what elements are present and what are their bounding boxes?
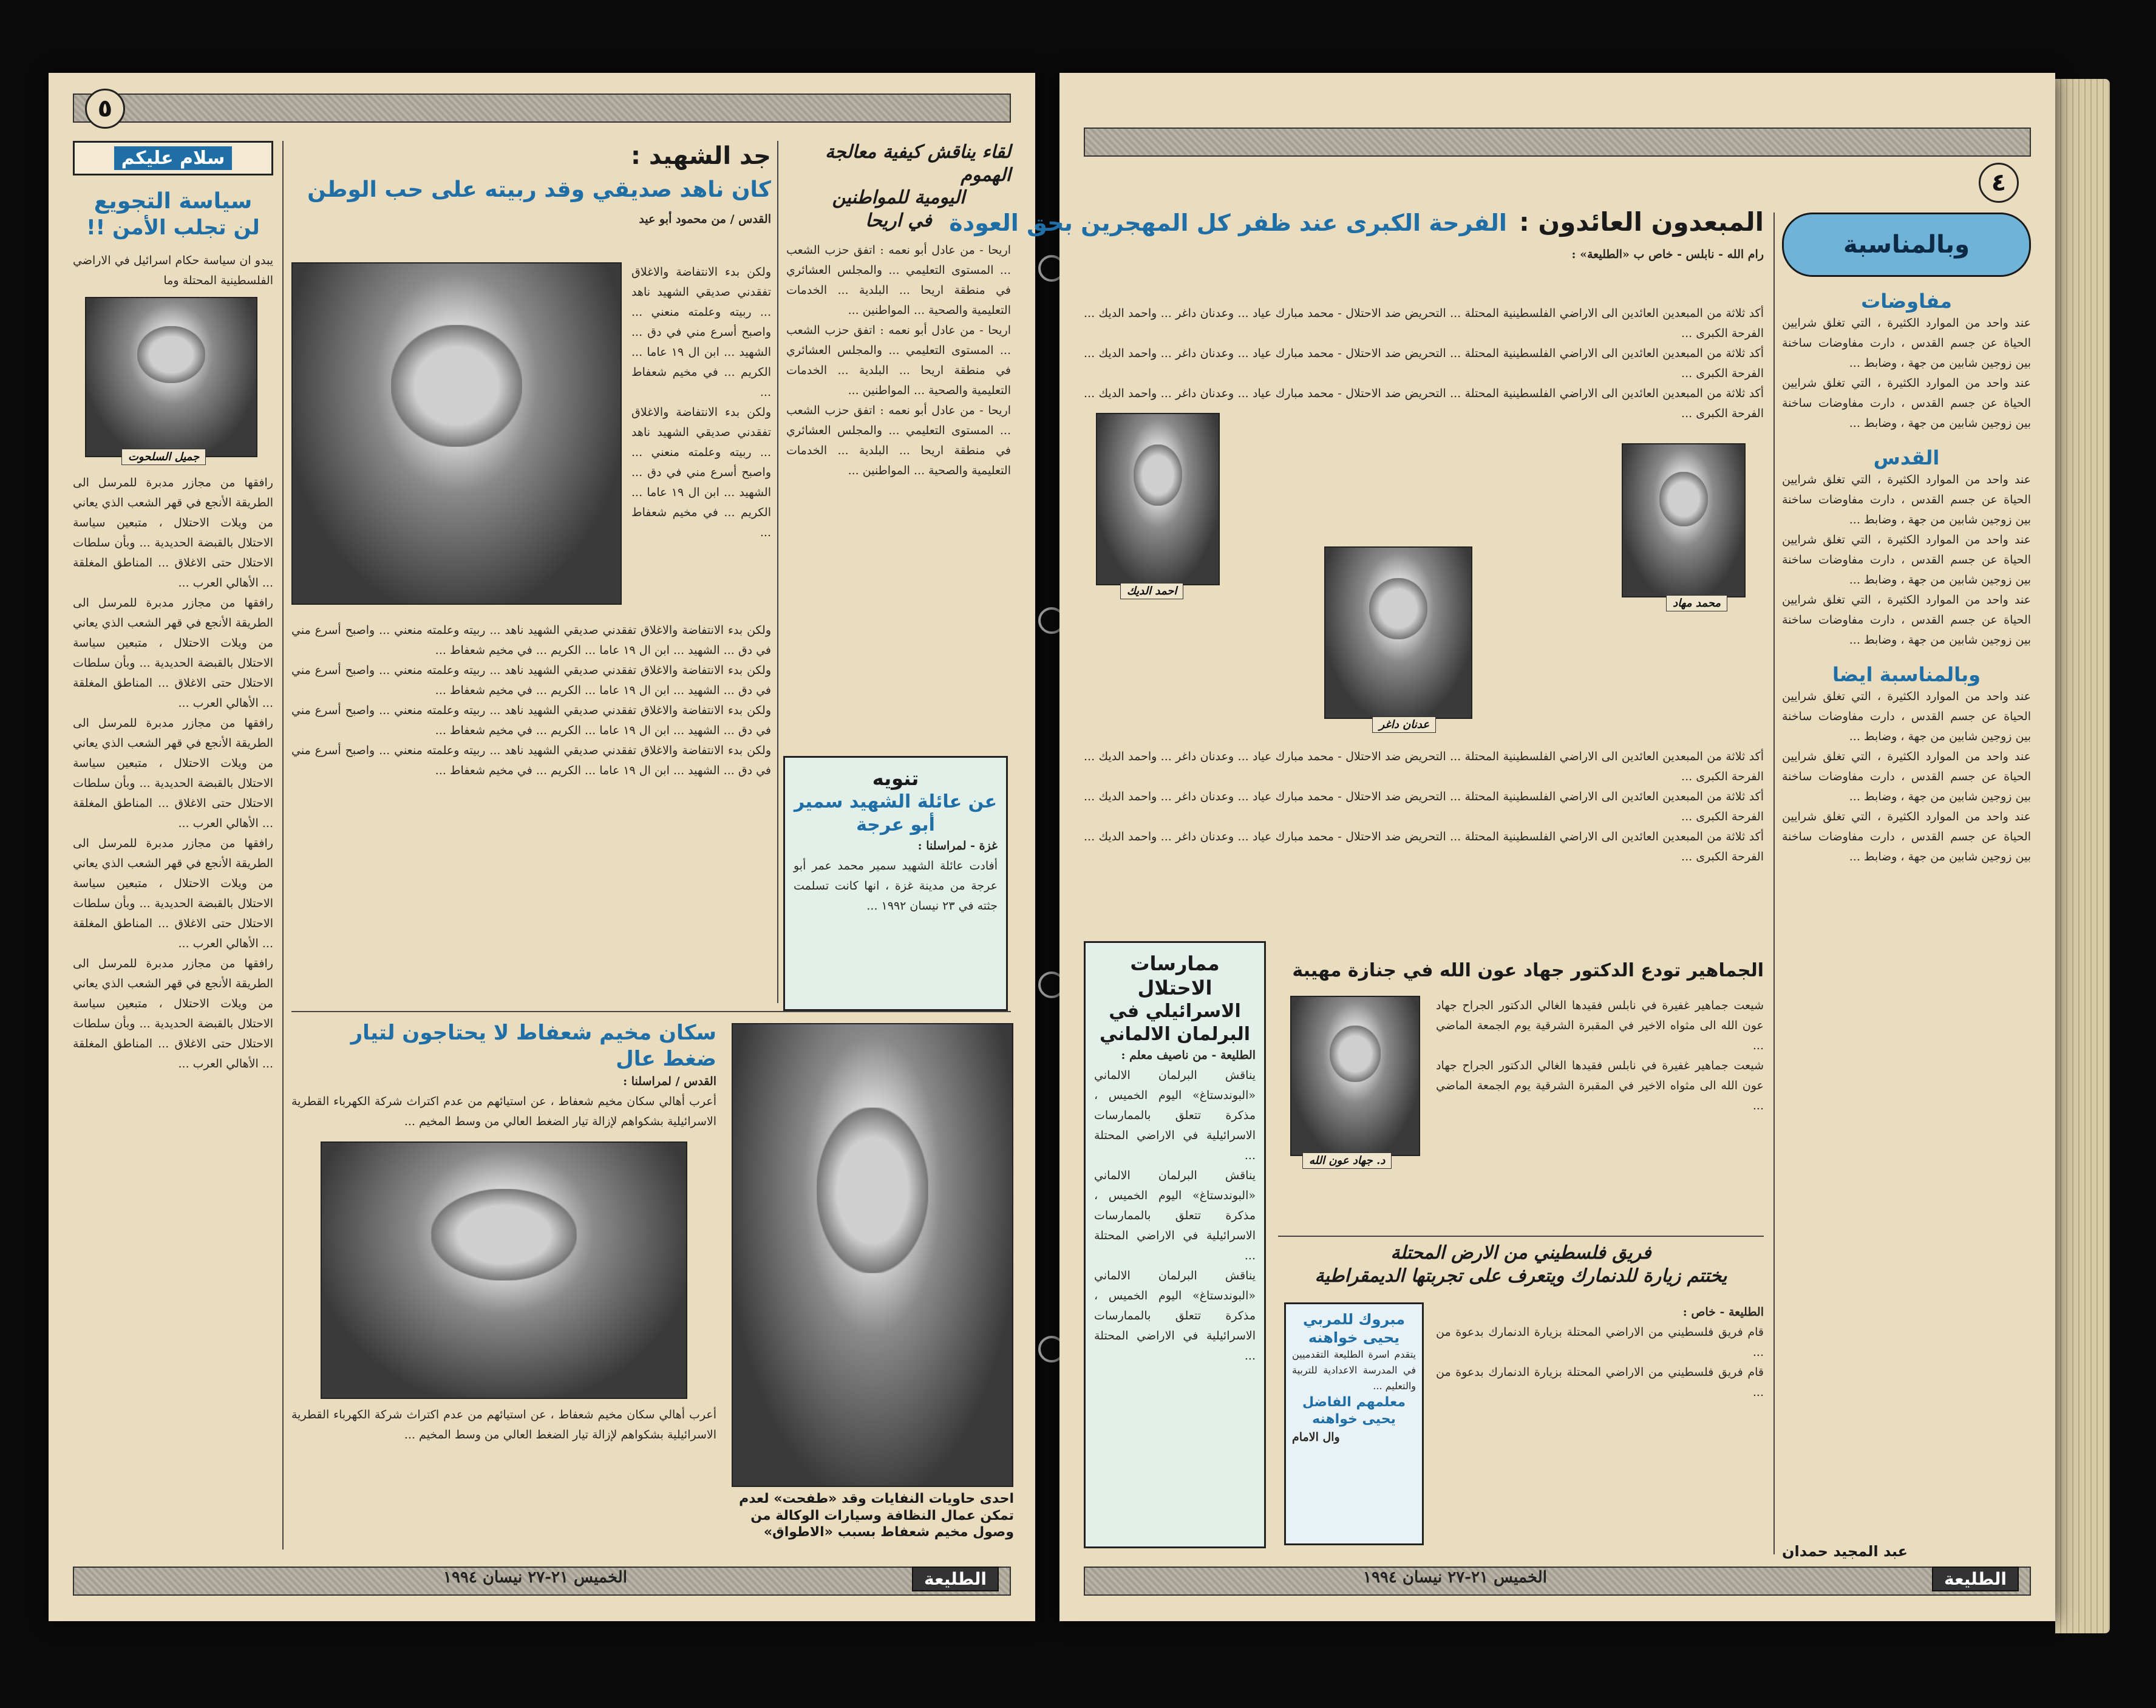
shuafat-dateline: القدس / لمراسلنا : [623, 1075, 716, 1088]
header-bar [73, 94, 1011, 123]
shuafat-article [291, 1020, 716, 1554]
salam-body-continued: رافقها من مجازر مدبرة للمرسل الى الطريقة الأنجع في قهر الشعب الذي يعاني من ويلات الاحتلال ، متبعين سياسة الاحتلال بالقبضة الحديدية ... وبأن سلطات الاحتلال حتى الاغلاق ... المناطق المغلقة ... الأهالي العرب ... [73, 956, 273, 1070]
martyr-article [291, 141, 771, 1003]
page-stack-edges [2055, 79, 2110, 1633]
martyr-body-lower-text: ولكن بدء الانتفاضة والاغلاق تفقدني صديقي الشهيد ناهد ... ربيته وعلمته منعني ... واصبح أسرع مني في دق ... الشهيد ... ابن ال ١٩ عاما ... الكريم ... في مخيم شعفاط ... [291, 664, 771, 697]
header-bar [1084, 128, 2031, 157]
returnees-photo-1 [1622, 443, 1746, 597]
shuafat-body-continued: أعرب أهالي سكان مخيم شعفاط ، عن استيائهم من عدم اكتراث شركة الكهرباء القطرية الاسرائيلية بشكواهم لإزالة تيار الضغط العالي من وسط المخيم ... [291, 1408, 716, 1441]
team-headline-2: يختتم زيارة للدنمارك ويتعرف على تجربتها الديمقراطية [1314, 1265, 1727, 1287]
trash-caption: احدى حاويات النفايات وقد «طفحت» لعدم تمكن عمال النظافة وسيارات الوكالة من وصول مخيم شعفاط بسبب «الاطواق» [739, 1491, 1014, 1540]
team-body-wrap [1436, 1302, 1764, 1403]
returnees-body-lower [1084, 747, 1764, 867]
occasion-body-continued: عند واحد من الموارد الكثيرة ، التي تغلق شرايين الحياة عن جسم القدس ، دارت مفاوضات ساخنة بين زوجين شابين من جهة ، وضابط ... [1782, 690, 2031, 743]
returnees-body [1084, 304, 1764, 424]
left-page [49, 73, 1035, 1621]
salam-body-continued: رافقها من مجازر مدبرة للمرسل الى الطريقة الأنجع في قهر الشعب الذي يعاني من ويلات الاحتلال ، متبعين سياسة الاحتلال بالقبضة الحديدية ... وبأن سلطات الاحتلال حتى الاغلاق ... المناطق المغلقة ... الأهالي العرب ... [73, 716, 273, 830]
congrats-title-2: يحيى خواهنه [1308, 1329, 1400, 1346]
column-rule [1773, 213, 1775, 1554]
condolence-title: تنويه [872, 767, 919, 790]
returnees-headline: الفرحة الكبرى عند ظفر كل المهجرين بحق العودة [949, 209, 1507, 236]
occasion-body-continued: عند واحد من الموارد الكثيرة ، التي تغلق شرايين الحياة عن جسم القدس ، دارت مفاوضات ساخنة بين زوجين شابين من جهة ، وضابط ... [1782, 593, 2031, 647]
returnees-body-text: أكد ثلاثة من المبعدين العائدين الى الاراضي الفلسطينية المحتلة ... التحريض ضد الاحتلال - محمد مبارك عياد ... وعدنان داغر ... واحمد الديك ... الفرحة الكبرى ... [1084, 750, 1764, 783]
martyr-photo [291, 262, 622, 605]
salam-photo-caption: جميل السلحوت [121, 449, 206, 465]
salam-body-continued: رافقها من مجازر مدبرة للمرسل الى الطريقة الأنجع في قهر الشعب الذي يعاني من ويلات الاحتلال ، متبعين سياسة الاحتلال بالقبضة الحديدية ... وبأن سلطات الاحتلال حتى الاغلاق ... المناطق المغلقة ... الأهالي العرب ... [73, 596, 273, 710]
section-rule [1278, 1236, 1764, 1237]
occasion-subhead-3: وبالمناسبة ايضا [1832, 663, 1981, 686]
team-headline-1: فريق فلسطيني من الارض المحتلة [1390, 1242, 1651, 1264]
martyr-body-lower [291, 621, 771, 781]
occasion-body-continued: عند واحد من الموارد الكثيرة ، التي تغلق شرايين الحياة عن جسم القدس ، دارت مفاوضات ساخنة بين زوجين شابين من جهة ، وضابط ... [1782, 810, 2031, 863]
practices-body: يناقش البرلمان الالماني «البوندستاغ» اليوم الخميس ، مذكرة تتعلق بالممارسات الاسرائيلية في الاراضي المحتلة ... [1094, 1069, 1256, 1162]
page-number: ٥ [85, 89, 125, 129]
funeral-headline: الجماهير تودع الدكتور جهاد عون الله في جنازة مهيبة [1292, 960, 1764, 981]
congrats-name-2: يحيى خواهنه [1312, 1411, 1396, 1427]
returnees-body-text: أكد ثلاثة من المبعدين العائدين الى الاراضي الفلسطينية المحتلة ... التحريض ضد الاحتلال - محمد مبارك عياد ... وعدنان داغر ... واحمد الديك ... الفرحة الكبرى ... [1084, 347, 1764, 380]
condolence-dateline: غزة - لمراسلنا : [917, 839, 998, 852]
occasion-banner [1782, 213, 2031, 277]
congrats-title-1: مبروك للمربي [1303, 1311, 1405, 1328]
practices-headline-3: الاسرائيلي في [1109, 1001, 1241, 1022]
salam-body-continued: رافقها من مجازر مدبرة للمرسل الى الطريقة الأنجع في قهر الشعب الذي يعاني من ويلات الاحتلال ، متبعين سياسة الاحتلال بالقبضة الحديدية ... وبأن سلطات الاحتلال حتى الاغلاق ... المناطق المغلقة ... الأهالي العرب ... [73, 836, 273, 950]
shuafat-photo [321, 1142, 687, 1399]
salam-photo [85, 297, 257, 457]
salam-headline-2: لن تجلب الأمن !! [86, 216, 260, 240]
martyr-body: ولكن بدء الانتفاضة والاغلاق تفقدني صديقي الشهيد ناهد ... ربيته وعلمته منعني ... واصبح أسرع مني في دق ... الشهيد ... ابن ال ١٩ عاما ... الكريم ... في مخيم شعفاط ... [631, 265, 771, 399]
salam-label-box [73, 141, 273, 175]
occasion-subhead-1: مفاوضات [1861, 290, 1952, 313]
returnees-body-text: أكد ثلاثة من المبعدين العائدين الى الاراضي الفلسطينية المحتلة ... التحريض ضد الاحتلال - محمد مبارك عياد ... وعدنان داغر ... واحمد الديك ... الفرحة الكبرى ... [1084, 830, 1764, 863]
occasion-body-continued: عند واحد من الموارد الكثيرة ، التي تغلق شرايين الحياة عن جسم القدس ، دارت مفاوضات ساخنة بين زوجين شابين من جهة ، وضابط ... [1782, 750, 2031, 803]
returnees-photo-caption-3: احمد الديك [1120, 583, 1183, 599]
martyr-kicker: جد الشهيد : [630, 142, 771, 170]
footer-bar [1084, 1567, 2031, 1596]
condolence-body: أفادت عائلة الشهيد سمير محمد عمر أبو عرجة من مدينة غزة ، انها كانت تسلمت جثته في ٢٣ نيسان ١٩٩٢ ... [794, 859, 998, 913]
occasion-body-continued: عند واحد من الموارد الكثيرة ، التي تغلق شرايين الحياة عن جسم القدس ، دارت مفاوضات ساخنة بين زوجين شابين من جهة ، وضابط ... [1782, 473, 2031, 526]
footer-brand: الطليعة [912, 1567, 999, 1591]
martyr-dateline: القدس / من محمود أبو عيد [639, 213, 771, 226]
occasion-banner-text: وبالمناسبة [1843, 231, 1970, 259]
congrats-signature: وال الامام [1292, 1431, 1340, 1444]
occasion-body: عند واحد من الموارد الكثيرة ، التي تغلق شرايين الحياة عن جسم القدس ، دارت مفاوضات ساخنة بين زوجين شابين من جهة ، وضابط ... [1782, 316, 2031, 370]
returnees-body-text: أكد ثلاثة من المبعدين العائدين الى الاراضي الفلسطينية المحتلة ... التحريض ضد الاحتلال - محمد مبارك عياد ... وعدنان داغر ... واحمد الديك ... الفرحة الكبرى ... [1084, 790, 1764, 823]
returnees-body-text: أكد ثلاثة من المبعدين العائدين الى الاراضي الفلسطينية المحتلة ... التحريض ضد الاحتلال - محمد مبارك عياد ... وعدنان داغر ... واحمد الديك ... الفرحة الكبرى ... [1084, 307, 1764, 340]
funeral-body-wrap [1436, 996, 1764, 1116]
occasion-subhead-2: القدس [1873, 446, 1940, 469]
congrats-box [1284, 1302, 1424, 1545]
occasion-body-continued: عند واحد من الموارد الكثيرة ، التي تغلق شرايين الحياة عن جسم القدس ، دارت مفاوضات ساخنة بين زوجين شابين من جهة ، وضابط ... [1782, 376, 2031, 430]
meeting-headline-2: اليومية للمواطنين [832, 187, 965, 208]
shuafat-body: أعرب أهالي سكان مخيم شعفاط ، عن استيائهم من عدم اكتراث شركة الكهرباء القطرية الاسرائيلية بشكواهم لإزالة تيار الضغط العالي من وسط المخيم ... [291, 1095, 716, 1128]
column-rule [777, 141, 778, 1003]
congrats-body: يتقدم اسرة الطليعة التقدميين في المدرسة الاعدادية للتربية والتعليم ... [1292, 1349, 1416, 1392]
trash-photo [732, 1023, 1013, 1487]
occasion-signature: عبد المجيد حمدان [1782, 1543, 1908, 1560]
condolence-headline: عن عائلة الشهيد سمير أبو عرجة [794, 791, 998, 835]
team-dateline: الطليعة - خاص : [1682, 1305, 1764, 1319]
congrats-name-1: معلمهم الفاضل [1302, 1395, 1406, 1410]
footer-date: الخميس ٢١-٢٧ نيسان ١٩٩٤ [1363, 1568, 1547, 1587]
practices-body-continued: يناقش البرلمان الالماني «البوندستاغ» اليوم الخميس ، مذكرة تتعلق بالممارسات الاسرائيلية في الاراضي المحتلة ... [1094, 1169, 1256, 1262]
practices-headline-4: البرلمان الالماني [1099, 1023, 1251, 1045]
martyr-body-lower-text: ولكن بدء الانتفاضة والاغلاق تفقدني صديقي الشهيد ناهد ... ربيته وعلمته منعني ... واصبح أسرع مني في دق ... الشهيد ... ابن ال ١٩ عاما ... الكريم ... في مخيم شعفاط ... [291, 744, 771, 777]
condolence-box [783, 756, 1008, 1011]
salam-photo-wrap [73, 297, 273, 473]
team-body: قام فريق فلسطيني من الاراضي المحتلة بزيارة الدنمارك بدعوة من ... [1436, 1325, 1764, 1359]
martyr-headline: كان ناهد صديقي وقد ربيته على حب الوطن [307, 177, 771, 202]
team-body-continued: قام فريق فلسطيني من الاراضي المحتلة بزيارة الدنمارك بدعوة من ... [1436, 1366, 1764, 1399]
footer-date: الخميس ٢١-٢٧ نيسان ١٩٩٤ [443, 1568, 627, 1587]
salam-lead: يبدو ان سياسة حكام اسرائيل في الاراضي الفلسطينية المحتلة وما [73, 253, 273, 287]
returnees-photo-caption-1: محمد مهاد [1666, 595, 1727, 611]
funeral-body: شيعت جماهير غفيرة في نابلس فقيدها الغالي الدكتور الجراح جهاد عون الله الى مثواه الاخير في المقبرة الشرقية يوم الجمعة الماضي ... [1436, 999, 1764, 1052]
returnees-dateline: رام الله - نابلس - خاص ب «الطليعة» : [1571, 247, 1764, 261]
martyr-body-continued: ولكن بدء الانتفاضة والاغلاق تفقدني صديقي الشهيد ناهد ... ربيته وعلمته منعني ... واصبح أسرع مني في دق ... الشهيد ... ابن ال ١٩ عاما ... الكريم ... في مخيم شعفاط ... [631, 406, 771, 539]
meeting-body: اريحا - من عادل أبو نعمه : اتفق حزب الشعب ... المستوى التعليمي ... والمجلس العشائري في منطقة اريحا ... البلدية ... الخدمات التعليمية والصحية ... المواطنين ... [786, 243, 1011, 317]
practices-body-continued: يناقش البرلمان الالماني «البوندستاغ» اليوم الخميس ، مذكرة تتعلق بالممارسات الاسرائيلية في الاراضي المحتلة ... [1094, 1269, 1256, 1363]
occasion-column [1782, 213, 2031, 1560]
occasion-body-continued: عند واحد من الموارد الكثيرة ، التي تغلق شرايين الحياة عن جسم القدس ، دارت مفاوضات ساخنة بين زوجين شابين من جهة ، وضابط ... [1782, 533, 2031, 587]
salam-headline-1: سياسة التجويع [94, 189, 253, 214]
team-article [1278, 1242, 1764, 1557]
practices-dateline: الطليعة - من ناصيف معلم : [1121, 1049, 1256, 1062]
column-rule [282, 141, 284, 1550]
section-rule [291, 1011, 1011, 1012]
salam-label: سلام عليكم [114, 146, 233, 170]
funeral-body-continued: شيعت جماهير غفيرة في نابلس فقيدها الغالي الدكتور الجراح جهاد عون الله الى مثواه الاخير في المقبرة الشرقية يوم الجمعة الماضي ... [1436, 1059, 1764, 1112]
martyr-body-lower-text: ولكن بدء الانتفاضة والاغلاق تفقدني صديقي الشهيد ناهد ... ربيته وعلمته منعني ... واصبح أسرع مني في دق ... الشهيد ... ابن ال ١٩ عاما ... الكريم ... في مخيم شعفاط ... [291, 624, 771, 657]
returnees-kicker: المبعدون العائدون : [1518, 207, 1764, 237]
meeting-headline-1: لقاء يناقش كيفية معالجة الهموم [825, 141, 1011, 186]
shuafat-headline: سكان مخيم شعفاط لا يحتاجون لتيار ضغط عال [350, 1021, 716, 1071]
footer-brand: الطليعة [1932, 1567, 2019, 1591]
martyr-body-lower-text: ولكن بدء الانتفاضة والاغلاق تفقدني صديقي الشهيد ناهد ... ربيته وعلمته منعني ... واصبح أسرع مني في دق ... الشهيد ... ابن ال ١٩ عاما ... الكريم ... في مخيم شعفاط ... [291, 704, 771, 737]
returnees-body-text: أكد ثلاثة من المبعدين العائدين الى الاراضي الفلسطينية المحتلة ... التحريض ضد الاحتلال - محمد مبارك عياد ... وعدنان داغر ... واحمد الديك ... الفرحة الكبرى ... [1084, 387, 1764, 420]
salam-column [73, 141, 273, 1562]
practices-box [1084, 941, 1266, 1548]
salam-body: رافقها من مجازر مدبرة للمرسل الى الطريقة الأنجع في قهر الشعب الذي يعاني من ويلات الاحتلال ، متبعين سياسة الاحتلال بالقبضة الحديدية ... وبأن سلطات الاحتلال حتى الاغلاق ... المناطق المغلقة ... الأهالي العرب ... [73, 475, 273, 590]
funeral-photo-caption: د. جهاد عون الله [1302, 1152, 1392, 1169]
page-number: ٤ [1979, 163, 2019, 203]
practices-headline-1: ممارسات [1130, 952, 1220, 975]
meeting-headline-3: في اريحا [865, 209, 932, 231]
meeting-body-continued: اريحا - من عادل أبو نعمه : اتفق حزب الشعب ... المستوى التعليمي ... والمجلس العشائري في منطقة اريحا ... البلدية ... الخدمات التعليمية والصحية ... المواطنين ... [786, 404, 1011, 477]
funeral-article [1278, 959, 1764, 1239]
returnees-photo-3 [1096, 413, 1220, 585]
returnees-photo-2 [1324, 546, 1472, 719]
practices-headline-2: الاحتلال [1137, 976, 1212, 999]
funeral-photo [1290, 996, 1420, 1156]
returnees-photo-caption-2: عدنان داغر [1372, 716, 1436, 733]
meeting-body-continued: اريحا - من عادل أبو نعمه : اتفق حزب الشعب ... المستوى التعليمي ... والمجلس العشائري في منطقة اريحا ... البلدية ... الخدمات التعليمية والصحية ... المواطنين ... [786, 324, 1011, 397]
returnees-headline-row [949, 206, 1764, 239]
martyr-body-side [631, 262, 771, 543]
